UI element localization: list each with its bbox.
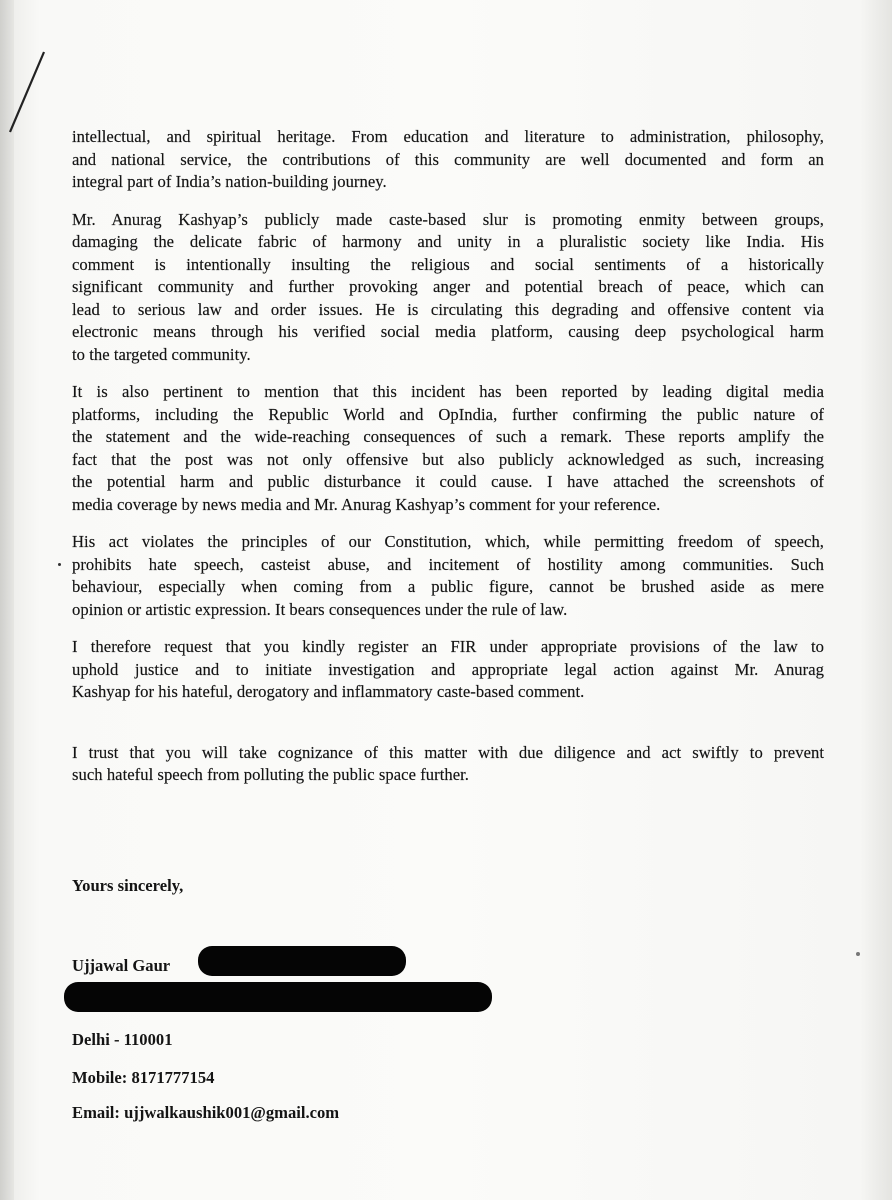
scan-shadow-edge: [0, 0, 14, 1200]
text-line: to the targeted community.: [72, 344, 251, 364]
signatory-mobile: Mobile: 8171777154: [72, 1068, 215, 1087]
text-line: intellectual, and spiritual heritage. From education and literature to administration, philosophy,: [72, 127, 824, 146]
paragraph-constitution: [72, 531, 824, 621]
closing-salutation: Yours sincerely,: [72, 876, 184, 895]
text-line: electronic means through his verified social media platform, causing deep psychological harm: [72, 322, 824, 341]
signatory-name: Ujjawal Gaur: [72, 956, 171, 975]
paragraph-heritage: [72, 126, 824, 194]
paragraph-trust: [72, 742, 824, 787]
text-line: It is also pertinent to mention that this incident has been reported by leading digital media: [72, 382, 824, 401]
text-line: such hateful speech from polluting the public space further.: [72, 765, 469, 784]
text-line: comment is intentionally insulting the religious and social sentiments of a historically: [72, 254, 824, 274]
text-line: behaviour, especially when coming from a public figure, cannot be brushed aside as mere: [72, 577, 824, 596]
text-line: prohibits hate speech, casteist abuse, and incitement of hostility among communities. Such: [72, 554, 824, 574]
paragraph-slur: [72, 209, 824, 367]
text-line: Kashyap for his hateful, derogatory and inflammatory caste-based comment.: [72, 682, 585, 701]
stray-dot: [58, 563, 61, 566]
text-line: I trust that you will take cognizance of this matter with due diligence and act swiftly to prevent: [72, 742, 824, 762]
text-line: the potential harm and public disturbance it could cause. I have attached the screenshots of: [72, 472, 824, 491]
text-line: Mr. Anurag Kashyap’s publicly made caste-based slur is promoting enmity between groups,: [72, 209, 824, 229]
text-line: uphold justice and to initiate investigation and appropriate legal action against Mr. Anurag: [72, 659, 824, 679]
text-line: the statement and the wide-reaching consequences of such a remark. These reports amplify the: [72, 427, 824, 446]
text-line: and national service, the contributions of this community are well documented and form an: [72, 149, 824, 169]
text-line: integral part of India’s nation-building journey.: [72, 172, 387, 191]
signatory-email: Email: ujjwalkaushik001@gmail.com: [72, 1103, 340, 1122]
text-line: media coverage by news media and Mr. Anurag Kashyap’s comment for your reference.: [72, 494, 661, 514]
text-line: His act violates the principles of our Constitution, which, while permitting freedom of speech,: [72, 532, 824, 551]
paragraph-fir-request: [72, 636, 824, 704]
letter-body: [72, 126, 824, 802]
text-line: platforms, including the Republic World and OpIndia, further confirming the public nature of: [72, 404, 824, 424]
text-line: fact that the post was not only offensive but also publicly acknowledged as such, increasing: [72, 449, 824, 469]
paragraph-media-reports: [72, 381, 824, 516]
fold-mark-icon: [4, 48, 54, 138]
scan-speck: [856, 952, 860, 956]
text-line: significant community and further provoking anger and potential breach of peace, which can: [72, 277, 824, 296]
signatory-city: Delhi - 110001: [72, 1030, 173, 1049]
redaction-bar: [198, 946, 406, 976]
text-line: opinion or artistic expression. It bears consequences under the rule of law.: [72, 599, 568, 619]
redaction-bar: [64, 982, 492, 1012]
text-line: lead to serious law and order issues. He is circulating this degrading and offensive content via: [72, 299, 824, 319]
text-line: I therefore request that you kindly register an FIR under appropriate provisions of the law to: [72, 637, 824, 656]
text-line: damaging the delicate fabric of harmony and unity in a pluralistic society like India. His: [72, 232, 824, 251]
